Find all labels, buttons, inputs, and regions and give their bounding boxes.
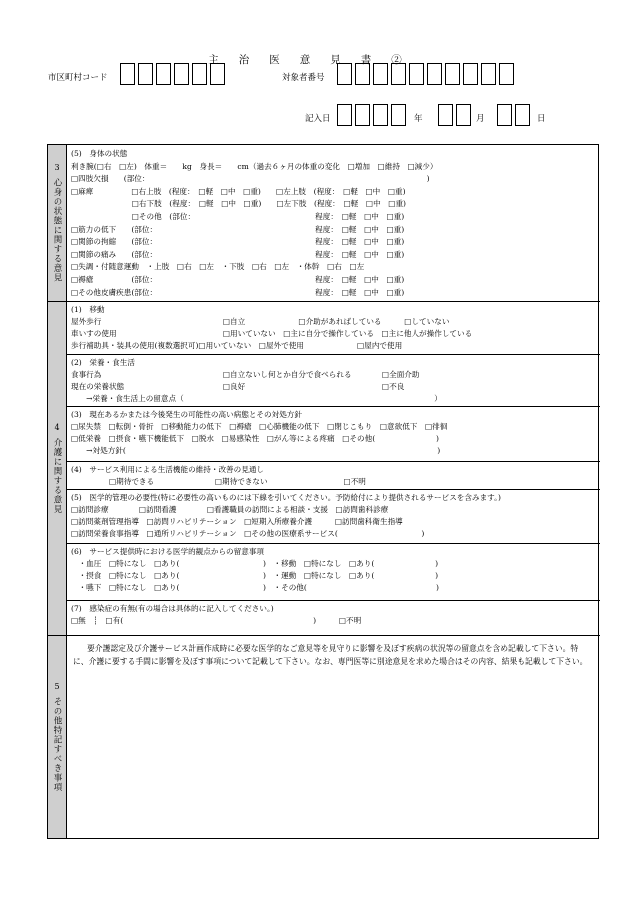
care-option-line[interactable]: →栄養・食生活上の留意点（ ）	[71, 394, 442, 403]
care-option-line[interactable]: →対処方針( )	[71, 446, 441, 455]
care-option-line[interactable]: 車いすの使用 □用いていない □主に自分で操作している □主に他人が操作している	[71, 329, 473, 338]
day-box[interactable]	[515, 104, 530, 126]
physical-state-line[interactable]: □関節の拘縮 (部位： 程度： □軽 □中 □重)	[71, 237, 405, 247]
day-box[interactable]	[497, 104, 512, 126]
physical-state-line[interactable]: □四肢欠損 (部位： )	[71, 174, 430, 184]
care-option-line[interactable]: □無 ┊ □有( ) □不明	[71, 616, 362, 625]
section-4-content[interactable]	[67, 302, 600, 635]
section-number: 4	[54, 423, 60, 432]
physical-state-line[interactable]: □その他 (部位： 程度： □軽 □中 □重)	[71, 212, 405, 221]
month-box[interactable]	[456, 104, 471, 126]
section-number: 3	[54, 163, 60, 173]
physical-state-line[interactable]: □麻痺 □右上肢 (程度： □軽 □中 □重) □左上肢 (程度： □軽 □中 □重)	[71, 186, 406, 196]
section-title: 介護に関する意見	[52, 438, 62, 514]
subject-number-label: 対象者番号	[282, 73, 325, 83]
care-block-7	[67, 601, 600, 634]
subject-number-boxes[interactable]	[337, 63, 517, 85]
year-box[interactable]	[373, 104, 388, 126]
code-box[interactable]	[156, 63, 171, 85]
care-block-heading: (6) サービス提供時における医学的観点からの留意事項	[71, 547, 265, 556]
number-box[interactable]	[481, 63, 496, 85]
opinion-form	[47, 144, 599, 839]
care-option-line[interactable]: ・摂食 □特になし □あり( ) ・運動 □特になし □あり( )	[71, 571, 439, 580]
code-box[interactable]	[174, 63, 189, 85]
form-title: 主治医意見書②	[208, 54, 422, 66]
physical-state-line[interactable]: □筋力の低下 (部位： 程度： □軽 □中 □重)	[71, 224, 405, 234]
care-block-heading: (7) 感染症の有無(有の場合は具体的に記入してください。)	[71, 604, 274, 613]
year-label: 年	[414, 114, 423, 124]
code-box[interactable]	[138, 63, 153, 85]
number-box[interactable]	[391, 63, 406, 85]
section-3-sidebar	[48, 145, 67, 301]
day-label: 日	[537, 114, 546, 124]
care-option-line[interactable]: 屋外歩行 □自立 □介助があればしている □していない	[71, 317, 450, 326]
physical-state-line[interactable]: □その他皮膚疾患(部位： 程度： □軽 □中 □重)	[71, 287, 405, 297]
month-label: 月	[476, 114, 485, 124]
section-4-sidebar	[48, 302, 67, 635]
care-block-3	[67, 407, 600, 462]
month-box[interactable]	[438, 104, 453, 126]
number-box[interactable]	[373, 63, 388, 85]
municipality-code-label: 市区町村コード	[48, 73, 108, 83]
care-block-heading: (5) 医学的管理の必要性(特に必要性の高いものには下線を引いてください。予防給付により提供されるサービスを含みます。)	[71, 493, 501, 502]
care-option-line[interactable]: ・嚥下 □特になし □あり( ) ・その他( )	[71, 583, 439, 592]
care-block-heading: (3) 現在あるかまたは今後発生の可能性の高い病態とその対処方針	[71, 410, 302, 419]
year-box[interactable]	[337, 104, 352, 126]
day-boxes[interactable]	[497, 104, 533, 126]
year-box[interactable]	[391, 104, 406, 126]
care-block-4	[67, 462, 600, 490]
date-label: 記入日	[305, 114, 331, 124]
physical-state-line[interactable]: 利き腕(□右 □左) 体重＝ kg 身長＝ cm（過去６ヶ月の体重の変化 □増加 □維持 □減少）	[71, 161, 438, 171]
section-title: その他特記すべき事項	[52, 697, 62, 792]
care-block-heading: (4) サービス利用による生活機能の維持・改善の見通し	[71, 465, 265, 474]
care-option-line[interactable]: 現在の栄養状態 □良好 □不良	[71, 382, 405, 391]
care-block-2	[67, 355, 600, 407]
number-box[interactable]	[499, 63, 514, 85]
section-4-care	[48, 302, 600, 636]
care-option-line[interactable]: □訪問薬剤管理指導 □訪問リハビリテーション □短期入所療養介護 □訪問歯科衛生指導	[71, 517, 403, 526]
physical-state-line[interactable]: □褥瘡 (部位： 程度： □軽 □中 □重)	[71, 275, 405, 284]
physical-state-line[interactable]: □失調・付随意運動 ・上肢 □右 □左 ・下肢 □右 □左 ・体幹 □右 □左	[71, 262, 365, 272]
care-option-line[interactable]: □期待できる □期待できない □不明	[71, 477, 366, 486]
care-option-line[interactable]: □尿失禁 □転倒・骨折 □移動能力の低下 □褥瘡 □心肺機能の低下 □閉じこもり □意欲低下 □徘徊	[71, 422, 448, 431]
section-title: 心身の状態に関する意見	[52, 178, 62, 283]
care-option-line[interactable]: 食事行為 □自立ないし何とか自分で食べられる □全面介助	[71, 370, 420, 379]
section-5-content[interactable]	[67, 636, 600, 838]
care-option-line[interactable]: □訪問栄養食事指導 □通所リハビリテーション □その他の医療系サービス( )	[71, 529, 425, 538]
section-3-physical-state	[48, 145, 600, 302]
section-5-sidebar	[48, 636, 67, 838]
year-boxes[interactable]	[337, 104, 409, 126]
code-box[interactable]	[210, 63, 225, 85]
number-box[interactable]	[427, 63, 442, 85]
section-number: 5	[54, 682, 60, 691]
care-block-5	[67, 490, 600, 544]
physical-state-line[interactable]: □関節の痛み (部位： 程度： □軽 □中 □重)	[71, 249, 405, 259]
municipality-code-boxes[interactable]	[120, 63, 228, 85]
code-box[interactable]	[192, 63, 207, 85]
number-box[interactable]	[355, 63, 370, 85]
section-5-remarks	[48, 636, 600, 838]
number-box[interactable]	[463, 63, 478, 85]
care-block-heading: (2) 栄養・食生活	[71, 358, 135, 367]
care-option-line[interactable]: ・血圧 □特になし □あり( ) ・移動 □特になし □あり( )	[71, 559, 439, 568]
care-block-1	[67, 302, 600, 355]
care-block-6	[67, 544, 600, 601]
care-block-heading: (1) 移動	[71, 305, 105, 314]
code-box[interactable]	[120, 63, 135, 85]
year-box[interactable]	[355, 104, 370, 126]
month-boxes[interactable]	[438, 104, 474, 126]
physical-state-line[interactable]: (5) 身体の状態	[71, 149, 128, 158]
section-3-content[interactable]	[67, 145, 600, 301]
number-box[interactable]	[337, 63, 352, 85]
remarks-instructions: 要介護認定及び介護サービス計画作成時に必要な医学的なご意見等を見守りに影響を及ぼす疾病の状況等の留意点を含め記載して下さい。特に、介護に要する手間に影響を及ぼす事項について記載して下さい。なお、専門医等に別途意見を求めた場合はその内容、結果も記載して下さい。	[73, 644, 588, 666]
care-option-line[interactable]: 歩行補助具・装具の使用(複数選択可)□用いていない □屋外で使用 □屋内で使用	[71, 341, 403, 350]
number-box[interactable]	[445, 63, 460, 85]
number-box[interactable]	[409, 63, 424, 85]
physical-state-line[interactable]: □右下肢 (程度： □軽 □中 □重) □左下肢 (程度： □軽 □中 □重)	[71, 199, 407, 209]
care-option-line[interactable]: □訪問診療 □訪問看護 □看護職員の訪問による相談・支援 □訪問歯科診療	[71, 505, 389, 514]
care-option-line[interactable]: □低栄養 □摂食・嚥下機能低下 □脱水 □易感染性 □がん等による疼痛 □その他( )	[71, 434, 439, 443]
